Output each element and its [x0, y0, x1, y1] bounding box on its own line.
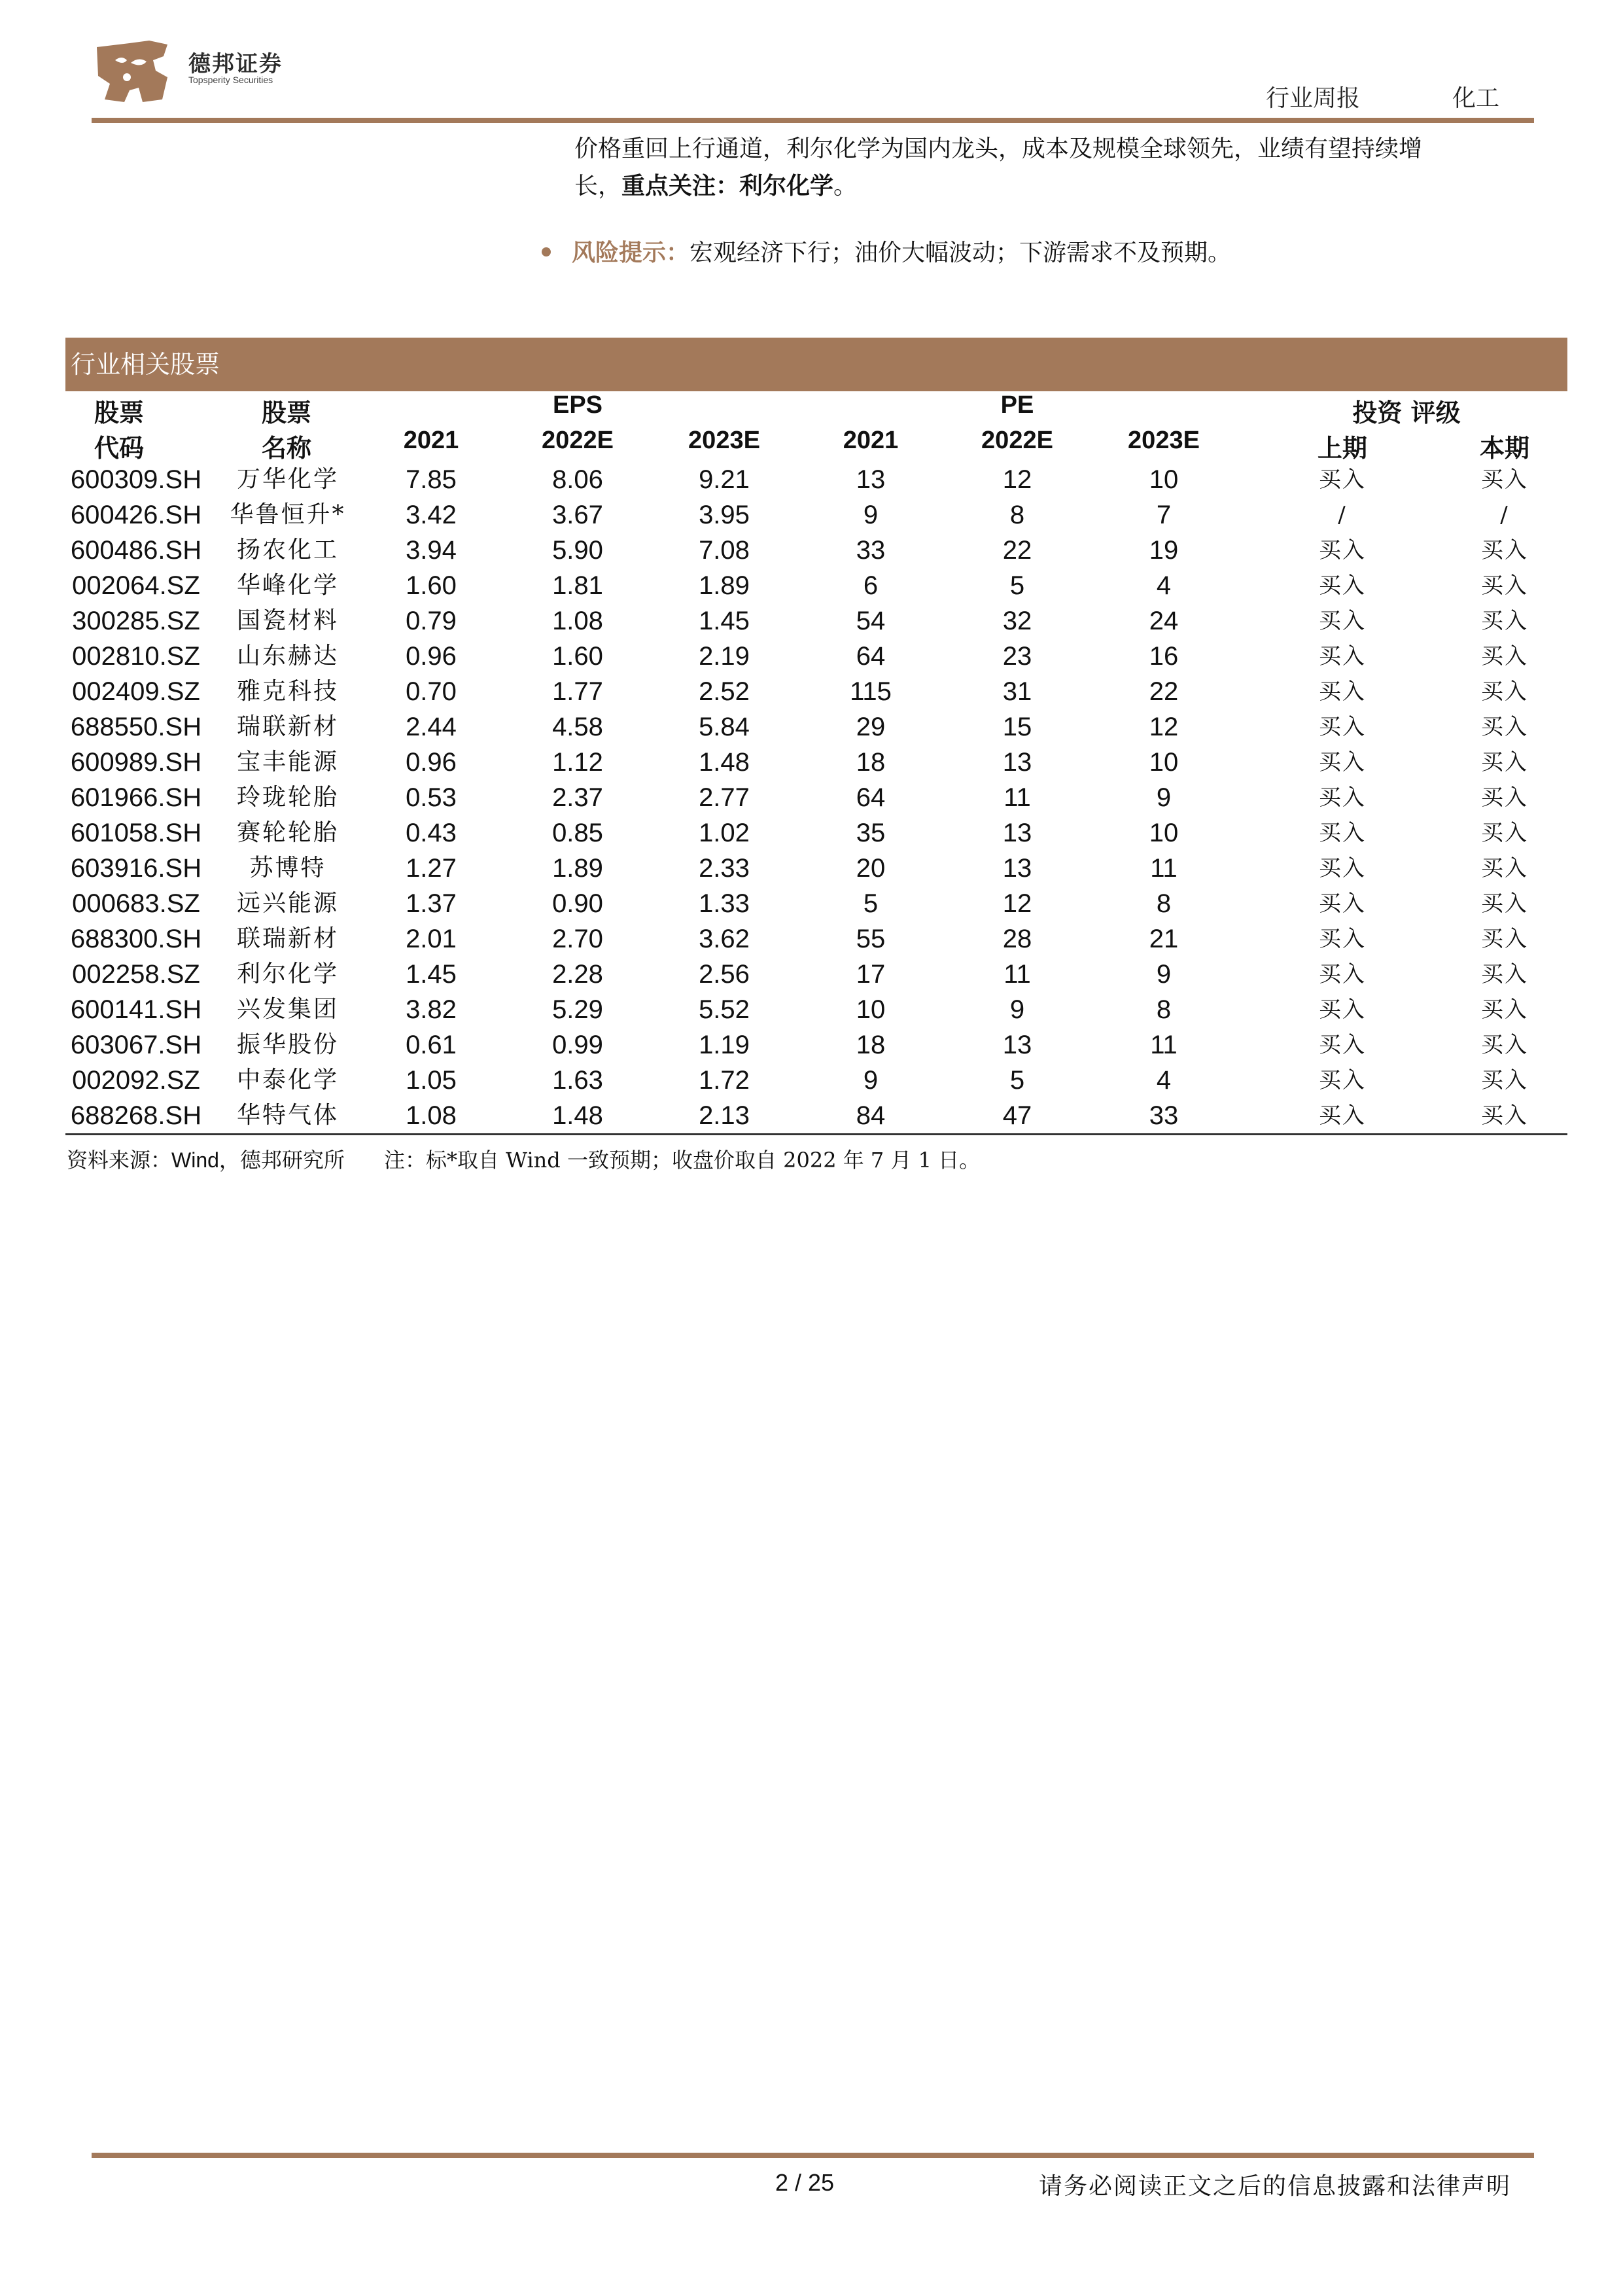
cell-eps21: 1.27: [406, 854, 457, 883]
cell-eps23: 2.33: [699, 854, 750, 883]
cell-eps21: 7.85: [406, 465, 457, 494]
cell-curr: 买入: [1481, 749, 1528, 775]
table-row: [65, 780, 1567, 815]
cell-pe23: 11: [1150, 1031, 1178, 1059]
table-row: [65, 921, 1567, 957]
cell-pe22: 13: [1002, 748, 1032, 777]
cell-eps22: 1.89: [552, 854, 603, 883]
cell-pe22: 12: [1002, 465, 1032, 494]
cell-curr: 买入: [1481, 961, 1528, 987]
cell-prev: 买入: [1319, 679, 1366, 705]
table-row: [65, 568, 1567, 603]
table-bottom-rule: [65, 1133, 1567, 1135]
cell-pe21: 18: [856, 1031, 886, 1059]
intro-line-2-end: 。: [833, 173, 858, 200]
cell-eps21: 3.42: [406, 501, 457, 529]
table-row: [65, 709, 1567, 745]
cell-name: 瑞联新材: [236, 713, 339, 740]
cell-code: 002092.SZ: [72, 1066, 200, 1095]
cell-eps22: 8.06: [552, 465, 603, 494]
table-note: 注：标*取自 Wind 一致预期；收盘价取自 2022 年 7 月 1 日。: [383, 1148, 981, 1173]
cell-name: 兴发集团: [236, 996, 339, 1023]
cell-pe22: 11: [1003, 960, 1031, 989]
cell-eps21: 1.45: [406, 960, 457, 989]
cell-pe21: 64: [856, 642, 886, 671]
footer-divider: [92, 2153, 1534, 2158]
cell-curr: 买入: [1481, 997, 1528, 1023]
cell-prev: 买入: [1319, 537, 1366, 563]
header-pe-2023e: 2023E: [1128, 427, 1200, 454]
cell-name: 利尔化学: [236, 961, 339, 987]
cell-code: 600486.SH: [70, 536, 202, 565]
cell-eps21: 0.79: [406, 607, 457, 635]
cell-pe23: 4: [1156, 571, 1172, 600]
logo-mark-icon: [90, 34, 175, 106]
cell-pe23: 10: [1149, 819, 1179, 847]
cell-name: 山东赫达: [236, 643, 339, 669]
cell-prev: 买入: [1319, 855, 1366, 881]
cell-prev: 买入: [1319, 785, 1366, 811]
cell-code: 002064.SZ: [72, 571, 200, 600]
cell-name: 远兴能源: [236, 890, 339, 917]
cell-pe21: 115: [850, 677, 892, 706]
cell-code: 600141.SH: [70, 995, 202, 1024]
cell-prev: 买入: [1319, 1103, 1366, 1129]
cell-eps21: 0.53: [406, 783, 457, 812]
cell-name: 万华化学: [236, 466, 339, 493]
logo-subtitle: Topsperity Securities: [188, 75, 273, 85]
cell-curr: 买入: [1481, 891, 1528, 917]
footer-disclaimer: 请务必阅读正文之后的信息披露和法律声明: [1039, 2173, 1512, 2200]
cell-name: 中泰化学: [236, 1067, 339, 1093]
cell-pe22: 15: [1002, 713, 1032, 741]
header-pe: PE: [1000, 391, 1034, 419]
cell-pe21: 84: [856, 1101, 886, 1130]
risk-text: 宏观经济下行；油价大幅波动；下游需求不及预期。: [689, 239, 1232, 266]
cell-code: 603916.SH: [70, 854, 202, 883]
cell-eps21: 0.96: [406, 748, 457, 777]
cell-pe23: 4: [1156, 1066, 1172, 1095]
cell-pe22: 31: [1002, 677, 1032, 706]
cell-eps22: 2.37: [552, 783, 603, 812]
cell-name: 雅克科技: [236, 678, 339, 705]
cell-eps23: 2.77: [699, 783, 750, 812]
cell-pe21: 9: [863, 1066, 879, 1095]
cell-name: 苏博特: [249, 855, 326, 881]
table-row: [65, 1027, 1567, 1063]
cell-eps23: 2.19: [699, 642, 750, 671]
cell-pe23: 21: [1149, 925, 1179, 953]
report-type: 行业周报: [1266, 85, 1361, 112]
cell-pe23: 24: [1149, 607, 1179, 635]
cell-pe22: 9: [1009, 995, 1025, 1024]
table-row: [65, 1063, 1567, 1098]
cell-eps21: 1.37: [406, 889, 457, 918]
cell-eps21: 2.01: [406, 925, 457, 953]
cell-eps22: 0.85: [552, 819, 603, 847]
cell-pe21: 20: [856, 854, 886, 883]
industry-label: 化工: [1452, 85, 1500, 112]
cell-code: 603067.SH: [70, 1031, 202, 1059]
cell-name: 华峰化学: [236, 572, 339, 599]
intro-line-2-start: 长，: [574, 173, 622, 200]
cell-curr: 买入: [1481, 467, 1528, 493]
cell-pe21: 9: [863, 501, 879, 529]
cell-pe23: 11: [1150, 854, 1178, 883]
cell-eps21: 1.60: [406, 571, 457, 600]
cell-pe21: 55: [856, 925, 886, 953]
cell-code: 600989.SH: [70, 748, 202, 777]
header-code-top: 股票: [94, 398, 144, 427]
cell-code: 002810.SZ: [72, 642, 200, 671]
cell-curr: 买入: [1481, 785, 1528, 811]
header-code-bottom: 代码: [94, 433, 144, 463]
cell-eps21: 1.05: [406, 1066, 457, 1095]
cell-prev: 买入: [1319, 926, 1366, 952]
cell-name: 赛轮轮胎: [236, 819, 339, 846]
header-eps-2022e: 2022E: [542, 427, 614, 454]
cell-pe23: 9: [1156, 783, 1172, 812]
cell-pe22: 13: [1002, 1031, 1032, 1059]
cell-pe21: 29: [856, 713, 886, 741]
cell-eps23: 1.89: [699, 571, 750, 600]
cell-eps23: 1.45: [699, 607, 750, 635]
cell-pe22: 12: [1002, 889, 1032, 918]
cell-code: 000683.SZ: [72, 889, 200, 918]
header-prev-rating: 上期: [1317, 433, 1367, 463]
cell-name: 华特气体: [236, 1102, 339, 1129]
cell-pe22: 22: [1002, 536, 1032, 565]
cell-eps23: 3.95: [699, 501, 750, 529]
table-source: [67, 1144, 980, 1174]
cell-eps23: 7.08: [699, 536, 750, 565]
cell-pe22: 32: [1002, 607, 1032, 635]
table-row: [65, 992, 1567, 1027]
cell-code: 600309.SH: [70, 465, 202, 494]
cell-pe23: 12: [1149, 713, 1179, 741]
cell-eps21: 0.70: [406, 677, 457, 706]
cell-curr: /: [1500, 502, 1509, 528]
cell-curr: 买入: [1481, 1103, 1528, 1129]
cell-eps23: 2.52: [699, 677, 750, 706]
cell-pe21: 6: [863, 571, 879, 600]
table-row: [65, 462, 1567, 497]
cell-code: 002409.SZ: [72, 677, 200, 706]
cell-prev: 买入: [1319, 961, 1366, 987]
cell-eps22: 5.29: [552, 995, 603, 1024]
cell-curr: 买入: [1481, 608, 1528, 634]
cell-code: 002258.SZ: [72, 960, 200, 989]
table-row: [65, 886, 1567, 921]
header-pe-2022e: 2022E: [981, 427, 1053, 454]
cell-pe23: 10: [1149, 748, 1179, 777]
cell-eps21: 0.61: [406, 1031, 457, 1059]
intro-paragraph: [574, 131, 1543, 205]
cell-eps22: 3.67: [552, 501, 603, 529]
cell-curr: 买入: [1481, 643, 1528, 669]
cell-eps22: 1.08: [552, 607, 603, 635]
cell-curr: 买入: [1481, 679, 1528, 705]
cell-prev: /: [1338, 502, 1347, 528]
cell-pe21: 64: [856, 783, 886, 812]
cell-eps21: 0.96: [406, 642, 457, 671]
cell-code: 300285.SZ: [72, 607, 200, 635]
table-title: 行业相关股票: [65, 338, 1567, 391]
cell-pe22: 8: [1009, 501, 1025, 529]
focus-highlight: 重点关注：利尔化学: [621, 172, 834, 200]
table-row: [65, 815, 1567, 851]
cell-pe22: 11: [1003, 783, 1031, 812]
cell-eps22: 5.90: [552, 536, 603, 565]
table-header: [65, 391, 1567, 462]
cell-name: 国瓷材料: [236, 607, 339, 634]
cell-name: 联瑞新材: [236, 925, 339, 952]
table-row: [65, 851, 1567, 886]
cell-curr: 买入: [1481, 926, 1528, 952]
cell-pe21: 33: [856, 536, 886, 565]
cell-pe22: 28: [1002, 925, 1032, 953]
cell-curr: 买入: [1481, 573, 1528, 599]
bullet-icon: [542, 247, 551, 256]
table-row: [65, 674, 1567, 709]
header-name-top: 股票: [261, 398, 311, 427]
cell-eps22: 1.77: [552, 677, 603, 706]
cell-pe22: 13: [1002, 819, 1032, 847]
table-row: [65, 497, 1567, 533]
cell-pe21: 10: [856, 995, 886, 1024]
cell-eps23: 5.84: [699, 713, 750, 741]
cell-curr: 买入: [1481, 537, 1528, 563]
cell-pe22: 23: [1002, 642, 1032, 671]
cell-pe21: 18: [856, 748, 886, 777]
cell-prev: 买入: [1319, 714, 1366, 740]
cell-pe23: 8: [1156, 995, 1172, 1024]
header-divider: [92, 118, 1534, 123]
cell-pe23: 9: [1156, 960, 1172, 989]
cell-eps23: 1.72: [699, 1066, 750, 1095]
cell-curr: 买入: [1481, 1067, 1528, 1093]
table-row: [65, 1098, 1567, 1133]
cell-eps22: 1.60: [552, 642, 603, 671]
cell-name: 扬农化工: [236, 537, 339, 563]
cell-eps21: 1.08: [406, 1101, 457, 1130]
cell-eps23: 1.33: [699, 889, 750, 918]
cell-eps23: 1.02: [699, 819, 750, 847]
cell-prev: 买入: [1319, 749, 1366, 775]
table-row: [65, 639, 1567, 674]
cell-pe21: 5: [863, 889, 879, 918]
cell-pe23: 33: [1149, 1101, 1179, 1130]
table-body: [65, 462, 1567, 1133]
cell-pe22: 47: [1002, 1101, 1032, 1130]
cell-pe21: 17: [856, 960, 886, 989]
cell-pe22: 5: [1009, 571, 1025, 600]
cell-prev: 买入: [1319, 820, 1366, 846]
cell-name: 玲珑轮胎: [236, 784, 339, 811]
cell-curr: 买入: [1481, 1032, 1528, 1058]
header-eps-2023e: 2023E: [688, 427, 760, 454]
cell-pe23: 7: [1156, 501, 1172, 529]
cell-eps23: 5.52: [699, 995, 750, 1024]
cell-eps22: 2.28: [552, 960, 603, 989]
cell-code: 688300.SH: [70, 925, 202, 953]
cell-prev: 买入: [1319, 1032, 1366, 1058]
logo-name: 德邦证券: [188, 51, 283, 77]
cell-eps23: 2.13: [699, 1101, 750, 1130]
intro-line-1: 价格重回上行通道，利尔化学为国内龙头，成本及规模全球领先，业绩有望持续增: [574, 135, 1423, 162]
cell-eps21: 3.94: [406, 536, 457, 565]
cell-code: 688550.SH: [70, 713, 202, 741]
header-curr-rating: 本期: [1479, 433, 1529, 463]
cell-eps23: 3.62: [699, 925, 750, 953]
cell-prev: 买入: [1319, 608, 1366, 634]
cell-code: 601058.SH: [70, 819, 202, 847]
cell-eps23: 1.19: [699, 1031, 750, 1059]
cell-name: 宝丰能源: [236, 749, 339, 775]
intro-line-2: [574, 168, 1543, 205]
cell-name: 华鲁恒升*: [230, 501, 346, 528]
cell-eps21: 2.44: [406, 713, 457, 741]
header-rating: 投资 评级: [1352, 398, 1461, 427]
cell-pe21: 13: [856, 465, 886, 494]
cell-prev: 买入: [1319, 467, 1366, 493]
cell-eps22: 1.63: [552, 1066, 603, 1095]
cell-pe23: 19: [1149, 536, 1179, 565]
cell-pe23: 16: [1149, 642, 1179, 671]
cell-prev: 买入: [1319, 643, 1366, 669]
cell-curr: 买入: [1481, 820, 1528, 846]
cell-eps21: 0.43: [406, 819, 457, 847]
cell-prev: 买入: [1319, 891, 1366, 917]
cell-eps23: 1.48: [699, 748, 750, 777]
cell-prev: 买入: [1319, 1067, 1366, 1093]
risk-label: 风险提示：: [572, 239, 690, 266]
risk-warning: [542, 234, 1231, 268]
cell-pe21: 35: [856, 819, 886, 847]
cell-eps22: 0.99: [552, 1031, 603, 1059]
cell-eps22: 2.70: [552, 925, 603, 953]
cell-eps22: 4.58: [552, 713, 603, 741]
table-row: [65, 957, 1567, 992]
cell-code: 688268.SH: [70, 1101, 202, 1130]
cell-name: 振华股份: [236, 1031, 339, 1058]
cell-pe22: 13: [1002, 854, 1032, 883]
cell-pe21: 54: [856, 607, 886, 635]
header-eps: EPS: [552, 391, 603, 419]
cell-code: 601966.SH: [70, 783, 202, 812]
cell-eps22: 1.81: [552, 571, 603, 600]
stock-table: [65, 391, 1567, 1133]
cell-code: 600426.SH: [70, 501, 202, 529]
cell-eps22: 1.48: [552, 1101, 603, 1130]
cell-curr: 买入: [1481, 714, 1528, 740]
page-number: 2 / 25: [775, 2169, 835, 2196]
header-name-bottom: 名称: [261, 433, 311, 463]
cell-eps23: 9.21: [699, 465, 750, 494]
header-eps-2021: 2021: [403, 427, 459, 454]
cell-eps21: 3.82: [406, 995, 457, 1024]
cell-prev: 买入: [1319, 573, 1366, 599]
source-value: Wind，德邦研究所: [171, 1148, 345, 1172]
cell-eps22: 0.90: [552, 889, 603, 918]
cell-prev: 买入: [1319, 997, 1366, 1023]
cell-curr: 买入: [1481, 855, 1528, 881]
table-row: [65, 603, 1567, 639]
cell-pe23: 8: [1156, 889, 1172, 918]
cell-pe22: 5: [1009, 1066, 1025, 1095]
cell-pe23: 22: [1149, 677, 1179, 706]
cell-eps22: 1.12: [552, 748, 603, 777]
cell-pe23: 10: [1149, 465, 1179, 494]
table-row: [65, 745, 1567, 780]
source-label: 资料来源：: [67, 1148, 172, 1173]
cell-eps23: 2.56: [699, 960, 750, 989]
table-row: [65, 533, 1567, 568]
header-pe-2021: 2021: [843, 427, 899, 454]
